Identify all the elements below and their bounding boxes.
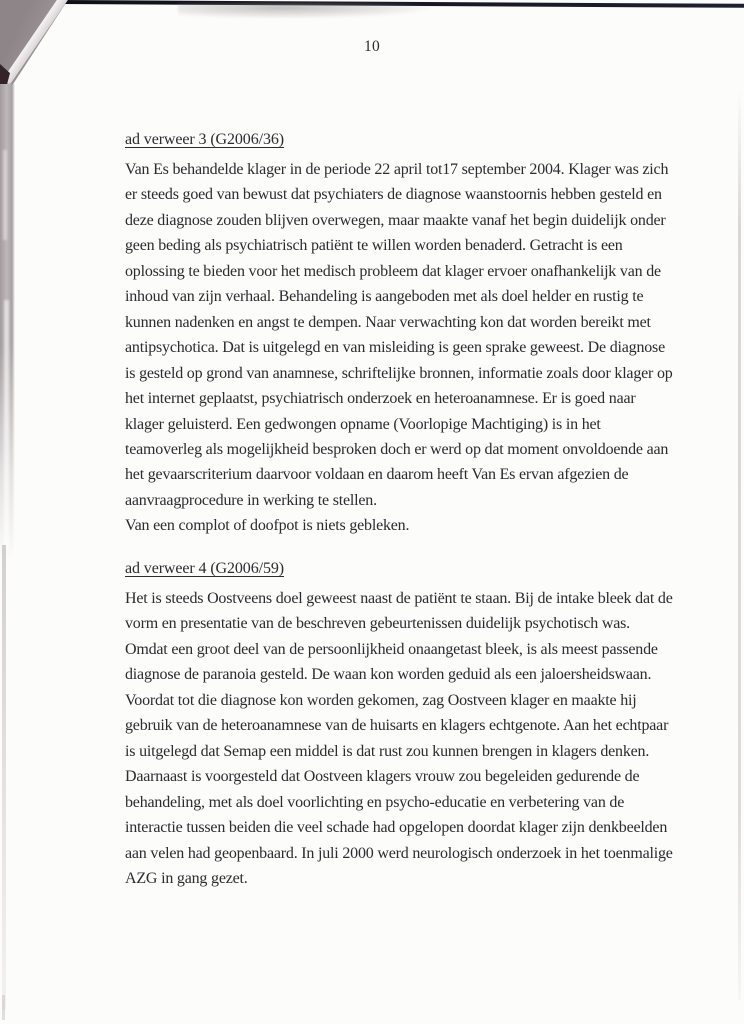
- text-line: Voordat tot die diagnose kon worden gekomen, zag Oostveen klager en maakte hij: [125, 691, 637, 709]
- scan-left-streak-artifact: [3, 150, 7, 240]
- text-line: vorm en presentatie van de beschreven gebeurtenissen duidelijk psychotisch was.: [125, 615, 630, 633]
- scan-left-streak-artifact: [4, 300, 9, 550]
- scan-smudge-artifact: [178, 3, 438, 19]
- text-line: inhoud van zijn verhaal. Behandeling is aangeboden met als doel helder en rustig te: [125, 288, 644, 306]
- text-line: antipsychotica. Dat is uitgelegd en van misleiding is geen sprake geweest. De diagnose: [125, 339, 665, 357]
- text-line: interactie tussen beiden die veel schade had opgelopen doordat klager zijn denkbeelden: [125, 819, 668, 837]
- scan-left-edge-tail-artifact: [2, 545, 6, 1010]
- text-line: kunnen nadenken en angst te dempen. Naar verwachting kon dat worden bereikt met: [125, 313, 651, 331]
- text-line: AZG in gang gezet.: [125, 869, 248, 887]
- text-line: het gevaarscriterium daarvoor voldaan en daarom heeft Van Es ervan afgezien de: [125, 466, 629, 484]
- text-line: deze diagnose zouden blijven overwegen, maar maakte vanaf het begin duidelijk onder: [125, 211, 666, 229]
- text-line: diagnose de paranoia gesteld. De waan kon worden geduid als een jaloersheidswaan.: [125, 666, 652, 684]
- section-heading-verweer-4: ad verweer 4 (G2006/59): [125, 560, 284, 577]
- text-line: Van een complot of doofpot is niets gebleken.: [125, 517, 410, 535]
- section-body-verweer-4: [125, 586, 685, 891]
- text-line: het internet geplaatst, psychiatrisch onderzoek en heteroanamnese. Er is goed naar: [125, 390, 636, 408]
- scan-bottom-edge-artifact: [2, 995, 5, 1020]
- page-number: 10: [363, 38, 381, 55]
- section-body-verweer-3: [125, 157, 685, 539]
- scan-right-edge-artifact: [738, 90, 741, 1000]
- text-line: Het is steeds Oostveens doel geweest naast de patiënt te staan. Bij de intake bleek dat de: [125, 590, 673, 607]
- text-line: is uitgelegd dat Semap een middel is dat rust zou kunnen brengen in klagers denken.: [125, 742, 650, 760]
- text-line: aanvraagprocedure in werking te stellen.: [125, 491, 377, 509]
- text-line: aan velen had geopenbaard. In juli 2000 werd neurologisch onderzoek in het toenmalige: [125, 844, 673, 862]
- text-line: gebruik van de heteroanamnese van de huisarts en klagers echtgenote. Aan het echtpaar: [125, 717, 669, 735]
- text-line: behandeling, met als doel voorlichting en psycho-educatie en verbetering van de: [125, 793, 625, 811]
- text-line: oplossing te bieden voor het medisch probleem dat klager ervoer onafhankelijk van de: [125, 262, 661, 280]
- text-line: er steeds goed van bewust dat psychiaters de diagnose waanstoornis hebben gesteld en: [125, 186, 662, 204]
- text-line: klager geluisterd. Een gedwongen opname (Voorlopige Machtiging) is in het: [125, 415, 601, 433]
- section-heading-verweer-3: ad verweer 3 (G2006/36): [125, 131, 284, 148]
- text-line: Omdat een groot deel van de persoonlijkheid onaangetast bleek, is als meest passende: [125, 640, 658, 658]
- text-line: Van Es behandelde klager in de periode 22 april tot17 september 2004. Klager was zich: [125, 161, 669, 178]
- text-line: Daarnaast is voorgesteld dat Oostveen klagers vrouw zou begeleiden gedurende de: [125, 768, 640, 786]
- text-line: geen beding als psychiatrisch patiënt te willen worden benaderd. Getracht is een: [125, 237, 623, 255]
- text-line: is gesteld op grond van anamnese, schriftelijke bronnen, informatie zoals door klager op: [125, 364, 673, 382]
- text-line: teamoverleg als mogelijkheid besproken doch er werd op dat moment onvoldoende aan: [125, 440, 669, 458]
